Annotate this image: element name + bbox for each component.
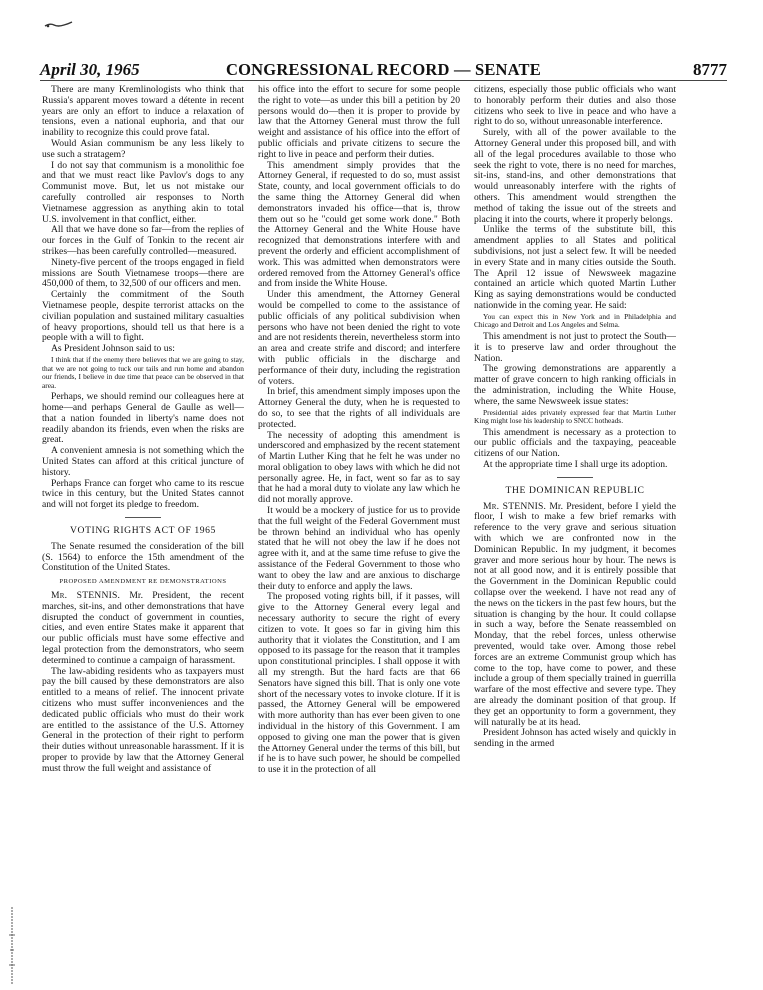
paragraph: Perhaps France can forget who came to its rescue twice in this century, but the United States cannot and will not forget its pledge to freedom. bbox=[42, 477, 244, 511]
quotation: You can expect this in New York and in Philadelphia and Chicago and Detroit and Los Angeles and Selma. bbox=[474, 311, 676, 330]
quotation: I think that if the enemy there believes that we are going to stay, that we are not going to tuck our tails and run home and abandon our friends, I believe in due time that peace can be observed in that area. bbox=[42, 354, 244, 390]
paragraph: All that we have done so far—from the replies of our forces in the Gulf of Tonkin to the recent air strikes—has been carefully controlled—measured. bbox=[42, 224, 244, 257]
header-title: CONGRESSIONAL RECORD — SENATE bbox=[226, 60, 541, 79]
header-page-number: 8777 bbox=[693, 60, 727, 79]
column-1 bbox=[42, 85, 244, 985]
paragraph: Unlike the terms of the substitute bill, this amendment applies to all States and political subdivisions, not just a select few. It will be needed in every State and in many cities outside the South. The April 12 issue of Newsweek magazine contained an article which quoted Martin Luther King as saying demonstrations would be conducted nationwide in the coming year. He said: bbox=[474, 224, 676, 311]
paragraph: President Johnson has acted wisely and quickly in sending in the armed bbox=[474, 727, 676, 750]
section-heading: VOTING RIGHTS ACT OF 1965 bbox=[70, 525, 216, 537]
paragraph: It would be a mockery of justice for us to provide that the full weight of the Federal Government must be thrown behind an individual who has openly stated that he will not obey the law if he does not agree with it, and at the same time refuse to give the assistance of the Federal Government to those who want to obey the law and are anxious to discharge their duty to enforce and apply the laws. bbox=[258, 505, 460, 592]
subsection-heading: PROPOSED AMENDMENT RE DEMONSTRATIONS bbox=[59, 578, 227, 586]
paragraph: The growing demonstrations are apparently a matter of grave concern to high ranking officials in the administration, including the White House, where, the same Newsweek issue states: bbox=[474, 363, 676, 407]
header-rule bbox=[40, 80, 727, 81]
paragraph: Under this amendment, the Attorney General would be compelled to come to the assistance of public officials of any political subdivision when persons who have not been denied the right to vote and are not residents therein, nevertheless storm into an area and create strife and discord; and interfere with public officials in the discharge and performance of their duty, including the registration of voters. bbox=[258, 289, 460, 387]
page-header bbox=[40, 58, 727, 80]
quotation: Presidential aides privately expressed fear that Martin Luther King might lose his leadership to SNCC hotheads. bbox=[474, 407, 676, 426]
paragraph: Surely, with all of the power available to the Attorney General under this proposed bill, and with all of the legal procedures available to those who seek the right to vote, there is no need for marches, sit-ins, stand-ins, and other demonstrations that would unreasonably interfere with the rights of others. This amendment would strengthen the method of taking the issue out of the streets and placing it into the courts, where it properly belongs. bbox=[474, 127, 676, 225]
speaker-name: Mr. STENNIS. bbox=[51, 590, 121, 602]
paragraph: Certainly the commitment of the South Vietnamese people, despite terrorist attacks on the civilian population and sustained military casualties of heavy proportions, should tell us that here is a people with a will to fight. bbox=[42, 289, 244, 344]
paragraph: citizens, especially those public officials who want to honorably perform their duties and also those citizens who seek to live in peace and who have a right to do so, without unreasonable interference. bbox=[474, 85, 676, 128]
paragraph: The Senate resumed the consideration of the bill (S. 1564) to enforce the 15th amendment of the Constitution of the United States. bbox=[42, 540, 244, 574]
paragraph: Perhaps, we should remind our colleagues here at home—and perhaps General de Gaulle as well—that a nation founded in liberty's name does not readily abandon its friends, even when the risks are great. bbox=[42, 391, 244, 446]
section-separator bbox=[125, 517, 161, 518]
speaker-name: Mr. STENNIS. bbox=[483, 500, 547, 512]
paragraph: This amendment is necessary as a protection to our public officials and the taxpaying, peaceable citizens of our Nation. bbox=[474, 426, 676, 460]
paragraph: There are many Kremlinologists who think that Russia's apparent moves toward a détente in recent years are only an effort to induce a relaxation of tensions, even a national euphoria, and that our inability to recognize this could prove fatal. bbox=[42, 85, 244, 139]
speech-paragraph bbox=[474, 502, 676, 729]
speech-text: Mr. President, the recent marches, sit-ins, and other demonstrations that have disrupted the conduct of government in counties, cities, and even entire States make it apparent that our public officials must have some effective and legal protection from the demonstrators, who seem determined to continue a campaign of harassment. bbox=[42, 590, 244, 666]
paragraph: This amendment is not just to protect the South—it is to preserve law and order throughout the Nation. bbox=[474, 330, 676, 364]
paragraph: Would Asian communism be any less likely to use such a stratagem? bbox=[42, 137, 244, 160]
column-2 bbox=[258, 85, 460, 985]
paragraph: This amendment simply provides that the Attorney General, if requested to do so, must assist State, county, and local government officials to do the same thing the Attorney General did when demonstrators invaded his office—that is, throw them out so he "could get some work done." Both the Attorney General and the White House have recognized that demonstrations interfere with and prevent the orderly and efficient accomplishment of work. This was admitted when demonstrators were ordered removed from the Attorney General's office and from inside the White House. bbox=[258, 159, 460, 290]
paragraph: Ninety-five percent of the troops engaged in field missions are South Vietnamese troops—there are 450,000 of them, to 32,500 of our officers and men. bbox=[42, 256, 244, 290]
paragraph: As President Johnson said to us: bbox=[51, 343, 175, 355]
section-separator bbox=[557, 477, 593, 478]
speech-paragraph bbox=[42, 591, 244, 667]
header-date: April 30, 1965 bbox=[40, 60, 140, 79]
stamp-mark bbox=[44, 20, 74, 30]
paragraph: his office into the effort to secure for some people the right to vote—as under this bill a petition by 20 persons would do—then it is proper to provide by law that the Attorney General must throw the full weight and assistance of his office into the effort of public officials and private citizens to secure the right to live in peace and perform their duties. bbox=[258, 85, 460, 160]
paragraph: At the appropriate time I shall urge its adoption. bbox=[483, 459, 668, 471]
paragraph: In brief, this amendment simply imposes upon the Attorney General the duty, when he is requested to do so, to see that the rights of all individuals are protected. bbox=[258, 386, 460, 430]
paragraph: The proposed voting rights bill, if it passes, will give to the Attorney General every legal and necessary authority to secure the right of every citizen to vote. It goes so far in giving him this authority that it violates the Constitution, and I am opposed to its passage for the reason that it tramples upon constitutional principles. I shall oppose it with all my strength. But the hard facts are that 66 Senators have signed this bill. That is only one vote short of the necessary votes to invoke cloture. If it is passed, the Attorney General will be empowered with more authority than has ever been given to one individual in the history of this Government. I am opposed to giving one man the power that is given the Attorney General under the terms of this bill, but if he is to have such power, he should be compelled to use it in the protection of all bbox=[258, 591, 460, 776]
section-heading: THE DOMINICAN REPUBLIC bbox=[505, 484, 645, 496]
paragraph: I do not say that communism is a monolithic foe and that we must react like Pavlov's dogs to any Communist move. But, let us not mistake our carefully controlled air responses to North Vietnamese aggression as anything akin to total U.S. involvement in that conflict, either. bbox=[42, 159, 244, 225]
paragraph: The necessity of adopting this amendment is underscored and emphasized by the recent statement of Martin Luther King that he felt he was under no moral obligation to obey laws with which he did not personally agree. He, in fact, went so far as to say that he had a moral duty to violate any law which he did not morally approve. bbox=[258, 429, 460, 506]
scan-edge-mark bbox=[4, 905, 20, 989]
speech-text: Mr. President, before I yield the floor, I wish to make a few brief remarks with reference to the very grave and serious situation with which we are confronted now in the Dominican Republic. In my judgment, it becomes graver and more serious hour by hour. The news is not at all good now, and it is entirely possible that the Government in the Dominican Republic could collapse over the weekend. I have not read any of the news on the tickers in the past few hours, but the situation is changing by the hour. It could collapse in such a way, before the Senate reassembled on Monday, that the rebel forces, unless otherwise prevented, would take over. Among those rebel forces are an extreme Communist group which has come to the top, have come to power, and these include a group of them specially trained in guerrilla warfare of the most effective and severe type. They are already the dominant position of that group. If they get an opportunity to form a government, they will naturally be at its head. bbox=[474, 500, 676, 728]
column-3 bbox=[474, 85, 676, 985]
paragraph: A convenient amnesia is not something which the United States can afford at this critical juncture of history. bbox=[42, 445, 244, 478]
paragraph: The law-abiding residents who as taxpayers must pay the bill caused by these demonstrators are also entitled to a means of relief. The innocent private citizens who must suffer inconveniences and the dedicated public officials who must do their work are entitled to the assistance of the U.S. Attorney General in the protection of their right to perform their duties without unreasonable harassment. If it is proper to provide by law that the Attorney General must throw the full weight and assistance of bbox=[42, 665, 244, 774]
